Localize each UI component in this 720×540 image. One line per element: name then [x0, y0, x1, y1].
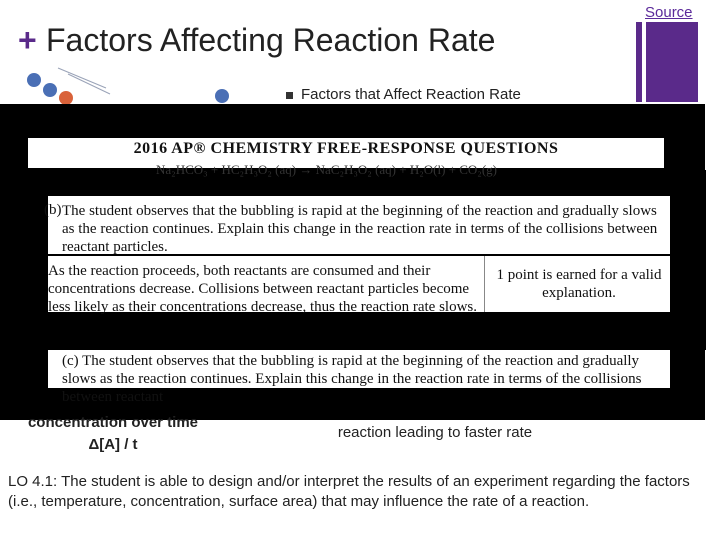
question-c-text: (c) The student observes that the bubbling is rapid at the beginning of the reaction and gradually slows as the reaction continues. Explain this change in the reaction rate in terms of the collisions between reactant: [62, 353, 642, 405]
molecule-illustration: [18, 68, 248, 108]
answer-divider: [484, 256, 485, 312]
right-caption: reaction leading to faster rate: [337, 424, 533, 441]
answer-text: As the reaction proceeds, both reactants are consumed and their concentrations decrease. Collisions between reactant particles become less likely as their concentrations decrease, thus the reaction rate slows.: [48, 263, 478, 315]
answer-panel: [48, 256, 670, 315]
source-link[interactable]: Source: [645, 4, 693, 21]
redaction-block-right: [664, 170, 706, 350]
accent-bar: [636, 22, 642, 102]
question-c-panel: [48, 350, 670, 405]
rate-formula: Δ[A] / t: [88, 436, 138, 453]
frq-header: 2016 AP® CHEMISTRY FREE-RESPONSE QUESTIONS: [133, 140, 559, 157]
question-text: The student observes that the bubbling is rapid at the beginning of the reaction and gradually slows as the reaction continues. Explain this change in the reaction rate in terms of the collisions between reactant particles.: [62, 203, 658, 255]
frq-header-panel: [28, 138, 664, 177]
bullet-item: [286, 86, 521, 103]
bullet-text: Factors that Affect Reaction Rate: [301, 86, 521, 103]
point-text: 1 point is earned for a valid explanation.: [496, 267, 662, 301]
question-label: (b): [44, 202, 62, 218]
frq-equation: Na₂HCO₃ + HC₂H₃O₂ (aq) → NaC₂H₃O₂ (aq) + H₂O(l) + CO₂(g): [156, 162, 497, 177]
plus-icon: +: [18, 22, 37, 58]
question-panel: [44, 196, 670, 255]
learning-objective: LO 4.1: The student is able to design and/or interpret the results of an experiment regarding the factors (i.e., temperature, concentration, surface area) that may influence the rate of a reaction.: [8, 473, 690, 510]
bullet-square-icon: [286, 92, 293, 99]
left-caption: concentration over time: [27, 414, 199, 431]
accent-panel: [646, 22, 698, 102]
slide-title: Factors Affecting Reaction Rate: [46, 22, 496, 58]
